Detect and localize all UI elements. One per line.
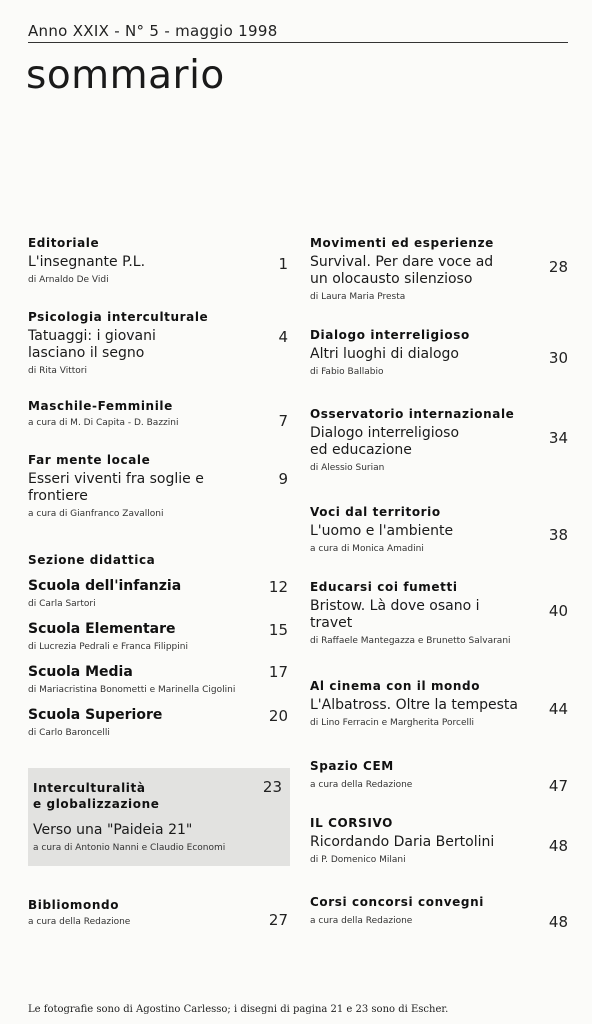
entry-bibliomondo <box>28 898 278 927</box>
entry-dialogo-interreligioso <box>310 328 542 377</box>
article-author: a cura della Redazione <box>310 780 413 790</box>
article-author: di Mariacristina Bonometti e Marinella Cigolini <box>28 685 236 695</box>
page-number: 1 <box>278 255 288 273</box>
page-number: 15 <box>268 621 288 639</box>
featured-box <box>28 768 290 866</box>
page-number: 28 <box>548 258 568 276</box>
subsection-title: Scuola Media <box>28 664 133 680</box>
entry-superiore <box>28 707 278 738</box>
issue-line: Anno XXIX - N° 5 - maggio 1998 <box>28 22 278 40</box>
page-number: 17 <box>268 663 288 681</box>
section-heading: Corsi concorsi convegni <box>310 895 484 909</box>
article-author: a cura di Monica Amadini <box>310 544 424 554</box>
header-rule <box>28 42 568 43</box>
entry-editoriale <box>28 236 278 285</box>
photo-credits: Le fotografie sono di Agostino Carlesso; i disegni di pagina 21 e 23 sono di Escher. <box>28 1004 449 1015</box>
article-title: Verso una "Paideia 21" <box>33 822 193 838</box>
section-heading: Bibliomondo <box>28 898 120 912</box>
article-title: L'uomo e l'ambiente <box>310 523 454 539</box>
article-author: di P. Domenico Milani <box>310 855 406 865</box>
article-author: a cura di M. Di Capita - D. Bazzini <box>28 418 179 428</box>
box-heading-line1: Interculturalità <box>33 781 146 795</box>
section-heading: Dialogo interreligioso <box>310 328 470 342</box>
article-author: di Arnaldo De Vidi <box>28 275 109 285</box>
article-author: a cura della Redazione <box>28 917 131 927</box>
page-title: sommario <box>26 53 225 98</box>
entry-voci-territorio <box>310 505 542 554</box>
article-author: a cura di Antonio Nanni e Claudio Economi <box>33 843 226 853</box>
page-number: 47 <box>548 777 568 795</box>
section-heading: Voci dal territorio <box>310 505 441 519</box>
subsection-title: Scuola dell'infanzia <box>28 578 182 594</box>
article-title: Esseri viventi fra soglie e frontiere <box>28 471 204 504</box>
section-heading: Educarsi coi fumetti <box>310 580 458 594</box>
section-heading: Spazio CEM <box>310 759 394 773</box>
article-author: di Rita Vittori <box>28 366 87 376</box>
article-title: Dialogo interreligioso ed educazione <box>310 425 460 458</box>
article-author: di Lucrezia Pedrali e Franca Filippini <box>28 642 188 652</box>
page-number: 20 <box>268 707 288 725</box>
entry-far-mente-locale <box>28 453 278 519</box>
section-heading: Al cinema con il mondo <box>310 679 481 693</box>
article-author: di Carlo Baroncelli <box>28 728 110 738</box>
box-heading <box>33 780 159 812</box>
page-number: 40 <box>548 602 568 620</box>
entry-media <box>28 664 278 695</box>
page-number: 9 <box>278 470 288 488</box>
article-author: di Raffaele Mantegazza e Brunetto Salvarani <box>310 636 511 646</box>
section-heading: Psicologia interculturale <box>28 310 209 324</box>
article-title: Survival. Per dare voce ad un olocausto silenzioso <box>310 254 494 287</box>
article-author: di Carla Sartori <box>28 599 96 609</box>
page-number: 12 <box>268 578 288 596</box>
entry-spazio-cem <box>310 759 542 790</box>
article-title: L'Albatross. Oltre la tempesta <box>310 697 519 713</box>
entry-elementare <box>28 621 278 652</box>
entry-cinema <box>310 679 542 728</box>
entry-infanzia <box>28 578 278 609</box>
section-heading: Osservatorio internazionale <box>310 407 515 421</box>
entry-corsi-concorsi <box>310 895 542 926</box>
entry-osservatorio <box>310 407 542 473</box>
article-title: Altri luoghi di dialogo <box>310 346 459 362</box>
subsection-title: Scuola Elementare <box>28 621 176 637</box>
section-heading-didattica: Sezione didattica <box>28 553 156 567</box>
entry-movimenti <box>310 236 542 302</box>
article-title: Tatuaggi: i giovani lasciano il segno <box>28 328 156 361</box>
page-number: 38 <box>548 526 568 544</box>
article-author: di Lino Ferracin e Margherita Porcelli <box>310 718 475 728</box>
page-number: 7 <box>278 412 288 430</box>
page-number: 23 <box>262 778 282 796</box>
entry-fumetti <box>310 580 542 646</box>
section-heading: Far mente locale <box>28 453 151 467</box>
box-heading-line2: e globalizzazione <box>33 797 160 811</box>
page-number: 48 <box>548 837 568 855</box>
page-number: 48 <box>548 913 568 931</box>
section-heading: Maschile-Femminile <box>28 399 173 413</box>
article-author: a cura di Gianfranco Zavalloni <box>28 509 164 519</box>
article-title: Ricordando Daria Bertolini <box>310 834 495 850</box>
entry-il-corsivo <box>310 816 542 865</box>
page-number: 30 <box>548 349 568 367</box>
article-author: a cura della Redazione <box>310 916 413 926</box>
entry-psicologia <box>28 310 278 376</box>
section-heading: Editoriale <box>28 236 100 250</box>
page-number: 34 <box>548 429 568 447</box>
article-author: di Alessio Surian <box>310 463 385 473</box>
article-author: di Fabio Ballabio <box>310 367 384 377</box>
subsection-title: Scuola Superiore <box>28 707 163 723</box>
page-number: 27 <box>268 911 288 929</box>
section-heading: IL CORSIVO <box>310 816 393 830</box>
article-title: Bristow. Là dove osano i travet <box>310 598 480 631</box>
article-title: L'insegnante P.L. <box>28 254 146 270</box>
page-number: 44 <box>548 700 568 718</box>
entry-maschile-femminile <box>28 399 278 428</box>
page-number: 4 <box>278 328 288 346</box>
article-author: di Laura Maria Presta <box>310 292 406 302</box>
section-heading: Movimenti ed esperienze <box>310 236 494 250</box>
